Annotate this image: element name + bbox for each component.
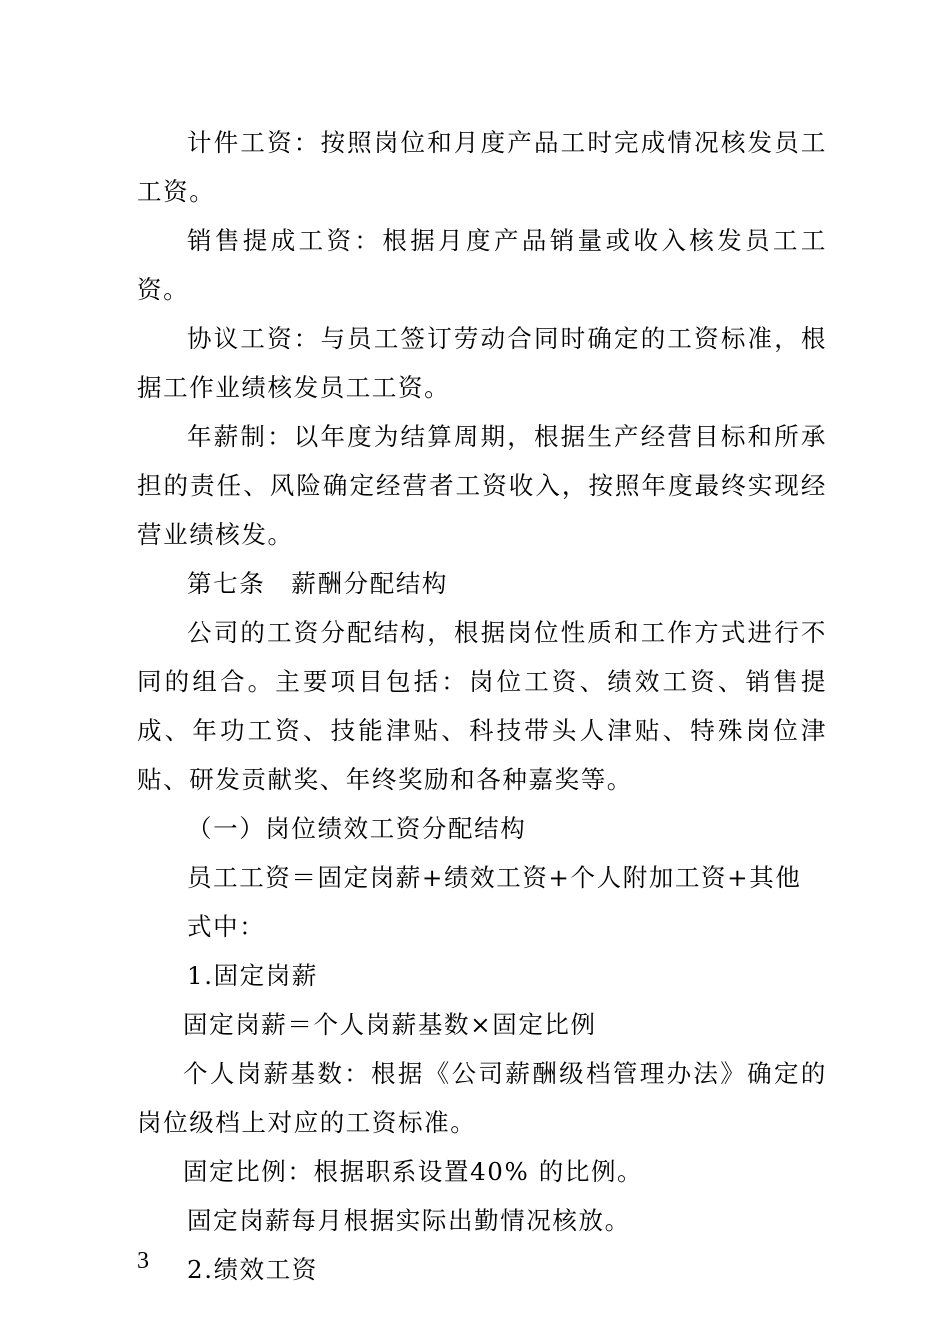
paragraph-fixed-ratio: 固定比例：根据职系设置40% 的比例。 (183, 1157, 644, 1186)
paragraph-post-salary-base: 个人岗薪基数：根据《公司薪酬级档管理办法》确定的岗位级档上对应的工资标准。 (137, 1059, 827, 1137)
paragraph-sales-commission-wage: 销售提成工资：根据月度产品销量或收入核发员工工资。 (137, 226, 827, 304)
formula-employee-wage: 员工工资＝固定岗薪+绩效工资+个人附加工资+其他 (187, 863, 802, 892)
item-fixed-post-salary-heading: 1.固定岗薪 (187, 961, 318, 990)
article-seven-heading: 第七条 薪酬分配结构 (187, 569, 448, 598)
formula-where-label: 式中： (187, 912, 266, 941)
document-body (137, 118, 827, 1294)
section-one-heading: （一）岗位绩效工资分配结构 (187, 814, 527, 843)
paragraph-annual-salary: 年薪制：以年度为结算周期，根据生产经营目标和所承担的责任、风险确定经营者工资收入，按照年度最终实现经营业绩核发。 (137, 422, 827, 549)
paragraph-piece-rate-wage: 计件工资：按照岗位和月度产品工时完成情况核发员工工资。 (137, 128, 827, 206)
formula-fixed-post-salary: 固定岗薪＝个人岗薪基数×固定比例 (183, 1010, 597, 1039)
paragraph-wage-structure: 公司的工资分配结构，根据岗位性质和工作方式进行不同的组合。主要项目包括：岗位工资、绩效工资、销售提成、年功工资、技能津贴、科技带头人津贴、特殊岗位津贴、研发贡献奖、年终奖励和各种嘉奖等。 (137, 618, 827, 794)
paragraph-agreement-wage: 协议工资：与员工签订劳动合同时确定的工资标准，根据工作业绩核发员工工资。 (137, 324, 827, 402)
paragraph-attendance-payment: 固定岗薪每月根据实际出勤情况核放。 (187, 1206, 631, 1235)
page-number: 3 (137, 1248, 149, 1274)
item-performance-wage-heading: 2.绩效工资 (187, 1255, 318, 1284)
